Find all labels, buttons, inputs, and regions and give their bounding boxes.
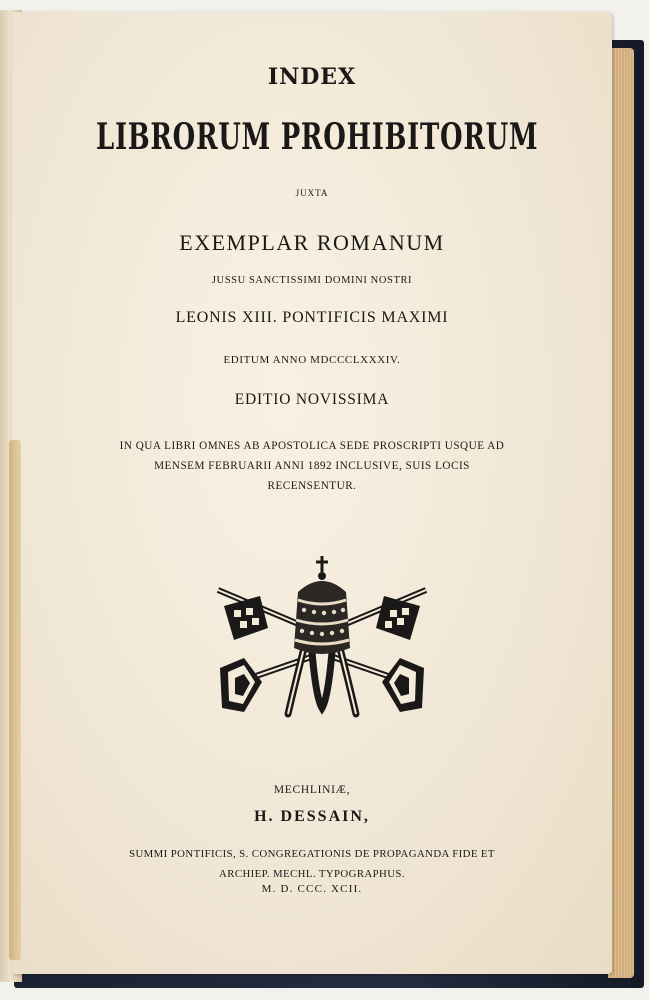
printer-line: ARCHIEP. MECHL. TYPOGRAPHUS. (219, 868, 405, 880)
main-title: LIBRORUM PROHIBITORUM (95, 116, 539, 158)
description-line: MENSEM FEBRUARII ANNI 1892 INCLUSIVE, SUIS LOCIS (154, 460, 470, 472)
description-block (12, 436, 612, 496)
imprint-place: MECHLINIÆ, (273, 784, 351, 796)
imprint-printer-block (12, 844, 612, 884)
editum-line: EDITUM ANNO MDCCCLXXXIV. (223, 354, 401, 366)
index-heading: INDEX (267, 64, 357, 90)
imprint-date: M. D. CCC. XCII. (261, 883, 363, 895)
printer-line: SUMMI PONTIFICIS, S. CONGREGATIONIS DE PROPAGANDA FIDE ET (129, 848, 495, 860)
juxta-line: JUXTA (295, 188, 329, 198)
papal-tiara-crossed-keys-icon (204, 548, 440, 726)
exemplar-line: EXEMPLAR ROMANUM (179, 230, 445, 255)
description-line: IN QUA LIBRI OMNES AB APOSTOLICA SEDE PROSCRIPTI USQUE AD (119, 440, 505, 452)
page-stain (9, 440, 21, 960)
description-line: RECENSENTUR. (267, 480, 357, 492)
editio-line: EDITIO NOVISSIMA (234, 391, 390, 408)
imprint-publisher: H. DESSAIN, (254, 808, 370, 825)
jussu-line: JUSSU SANCTISSIMI DOMINI NOSTRI (211, 275, 413, 286)
leonis-line: LEONIS XIII. PONTIFICIS MAXIMI (175, 309, 449, 326)
title-page (12, 12, 612, 974)
